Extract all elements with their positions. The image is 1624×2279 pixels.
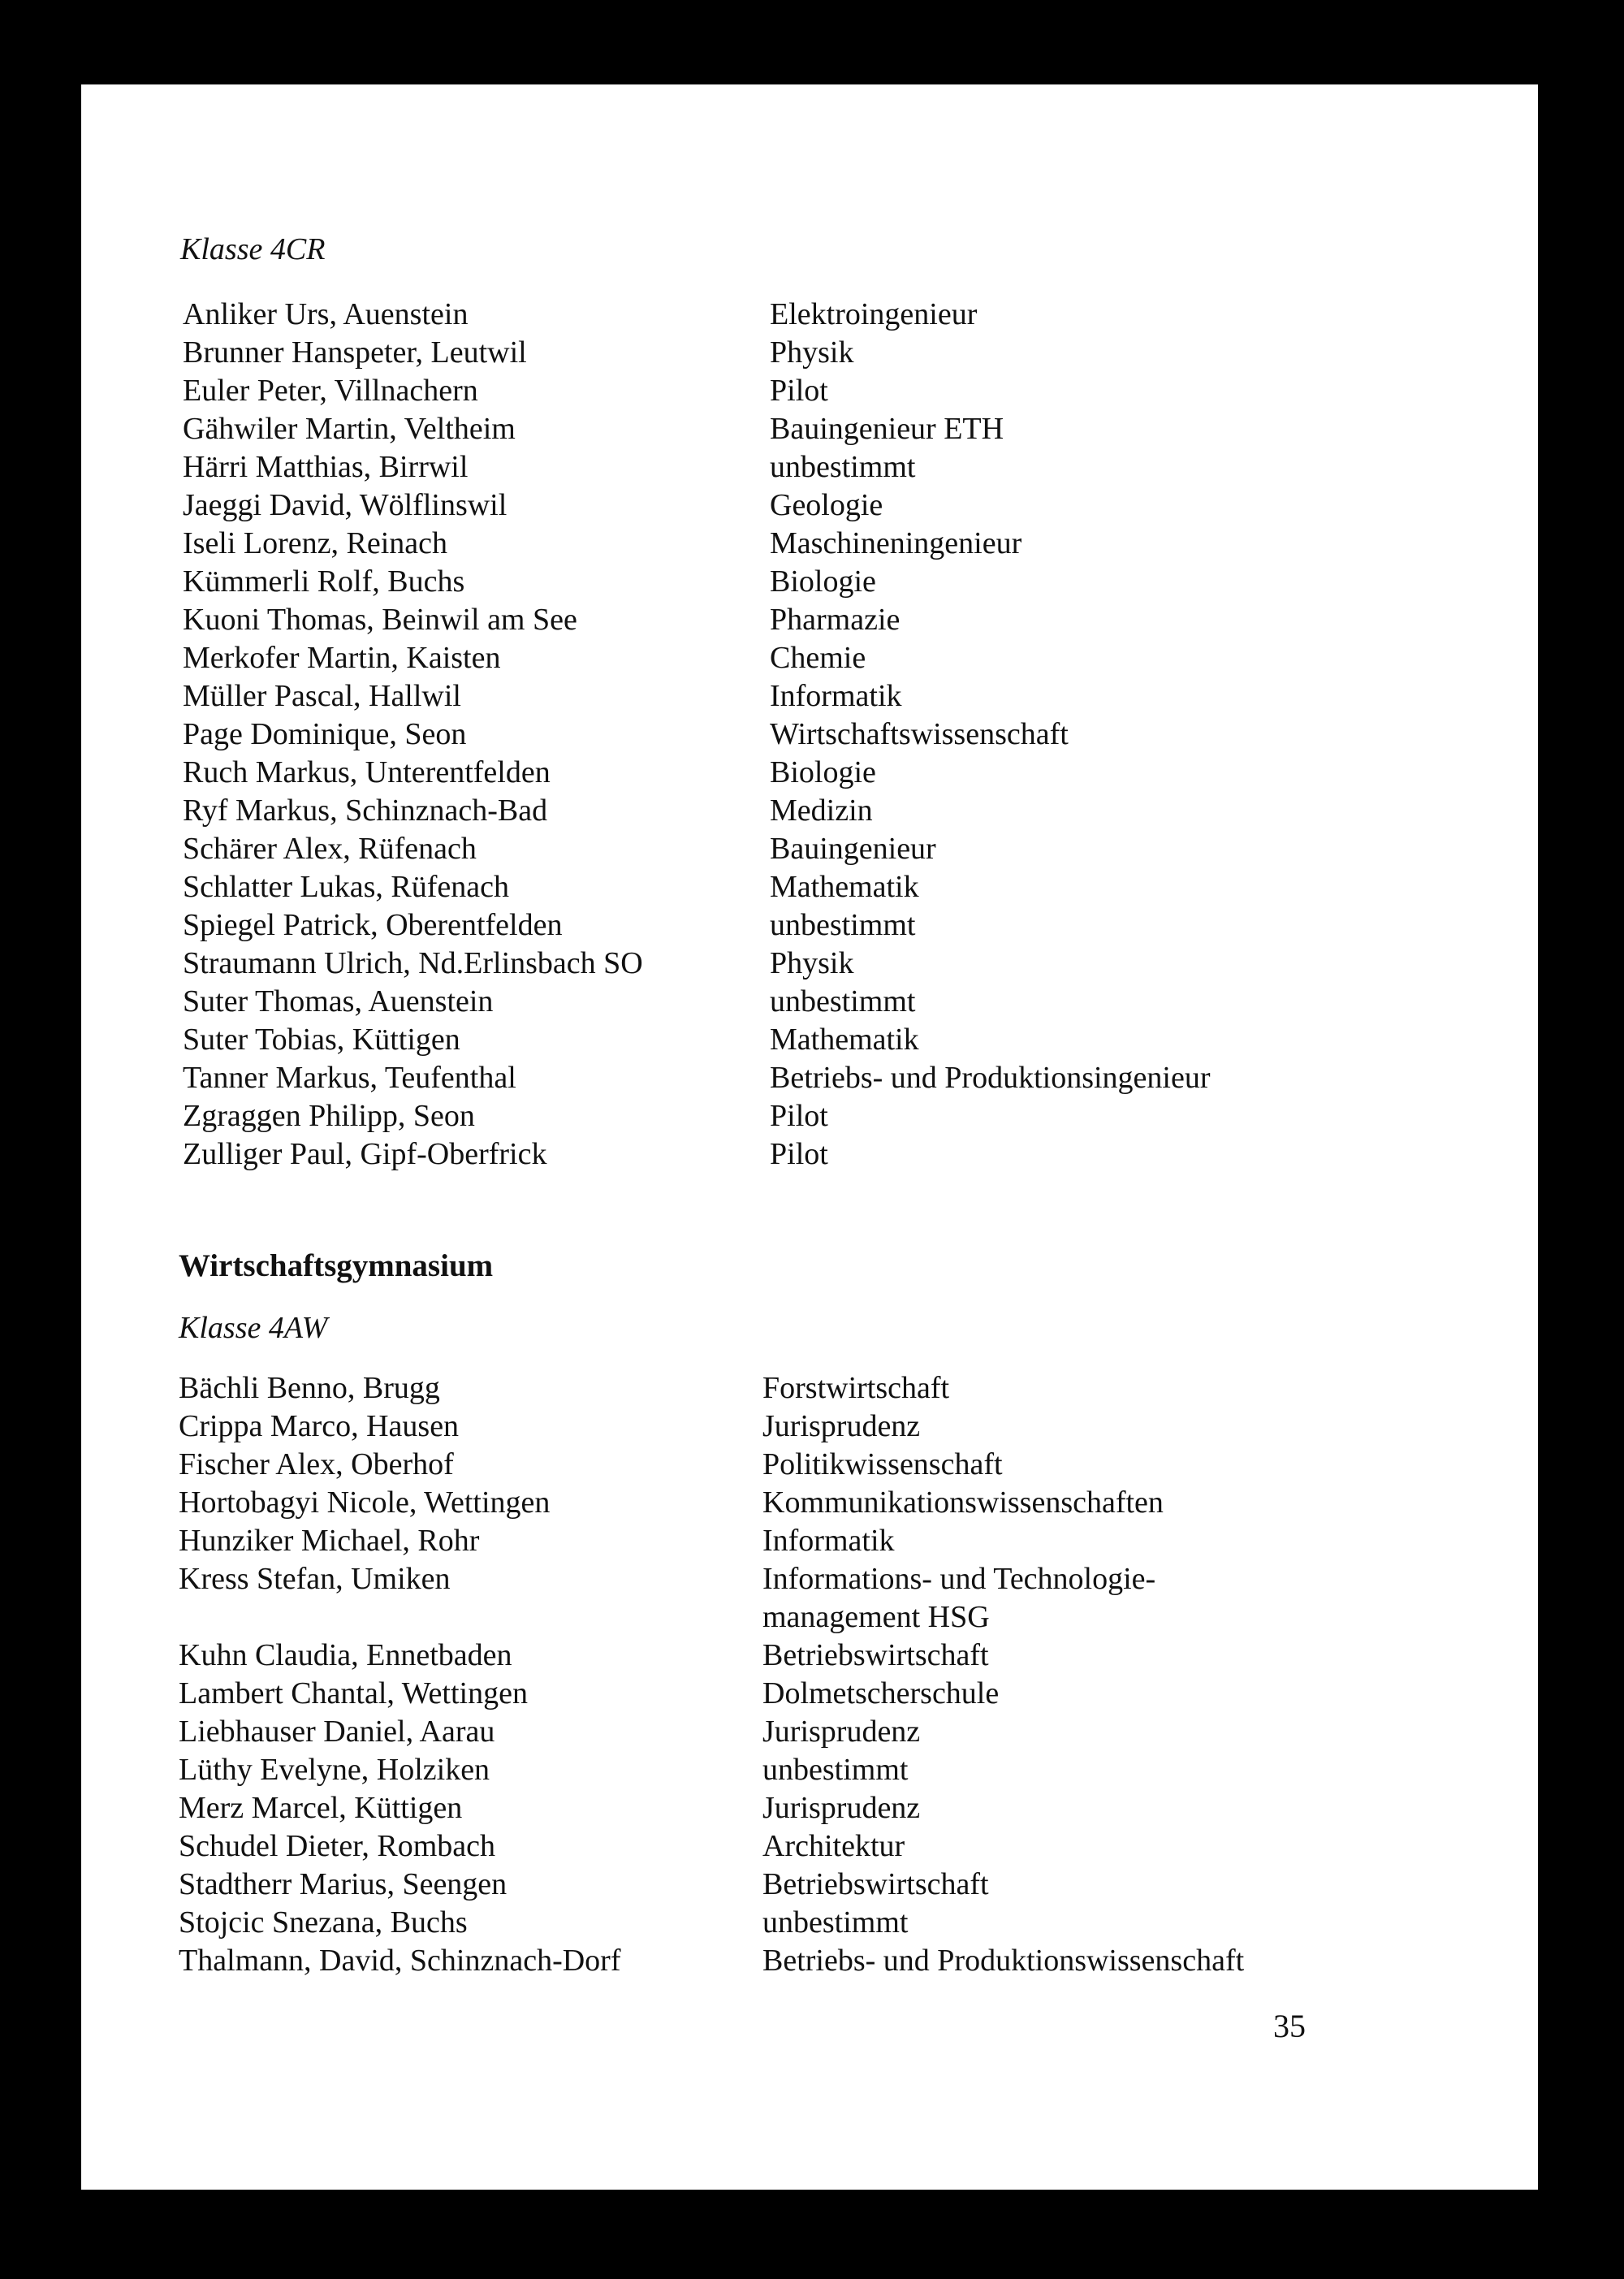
list-item	[81, 830, 1538, 868]
student-name: Hortobagyi Nicole, Wettingen	[179, 1485, 551, 1520]
study-field: Biologie	[770, 564, 876, 599]
list-item	[81, 677, 1538, 716]
student-name: Kuoni Thomas, Beinwil am See	[183, 603, 577, 637]
study-field: unbestimmt	[762, 1753, 909, 1787]
list-item	[81, 1637, 1538, 1675]
list-item	[81, 1598, 1538, 1637]
study-field: Mathematik	[770, 870, 919, 904]
study-field: Pilot	[770, 1099, 828, 1133]
study-field: Politikwissenschaft	[762, 1447, 1003, 1481]
student-name: Schudel Dieter, Rombach	[179, 1829, 495, 1863]
study-field: Kommunikationswissenschaften	[762, 1485, 1164, 1520]
student-name: Zgraggen Philipp, Seon	[183, 1099, 475, 1133]
student-name: Hunziker Michael, Rohr	[179, 1524, 480, 1558]
study-field: Chemie	[770, 641, 866, 675]
student-name: Brunner Hanspeter, Leutwil	[183, 335, 527, 370]
student-name: Liebhauser Daniel, Aarau	[179, 1715, 495, 1749]
list-item	[81, 410, 1538, 448]
student-name: Anliker Urs, Auenstein	[183, 297, 469, 331]
student-name: Page Dominique, Seon	[183, 717, 467, 751]
student-name: Zulliger Paul, Gipf-Oberfrick	[183, 1137, 547, 1171]
student-name: Gähwiler Martin, Veltheim	[183, 412, 516, 446]
study-field: Betriebswirtschaft	[762, 1867, 989, 1901]
study-field: Pilot	[770, 1137, 828, 1171]
list-item	[81, 1097, 1538, 1135]
page-number: 35	[1273, 2008, 1306, 2044]
list-item	[81, 1866, 1538, 1904]
student-name: Suter Tobias, Küttigen	[183, 1023, 460, 1057]
list-item	[81, 906, 1538, 945]
study-field: Wirtschaftswissenschaft	[770, 717, 1069, 751]
list-item	[81, 1484, 1538, 1522]
student-name: Kress Stefan, Umiken	[179, 1562, 451, 1596]
study-field: Biologie	[770, 755, 876, 789]
list-item	[81, 983, 1538, 1021]
student-name: Härri Matthias, Birrwil	[183, 450, 469, 484]
study-field: Medizin	[770, 794, 873, 828]
student-name: Kümmerli Rolf, Buchs	[183, 564, 465, 599]
list-item	[81, 868, 1538, 906]
list-item	[81, 448, 1538, 487]
student-name: Spiegel Patrick, Oberentfelden	[183, 908, 563, 942]
study-field: Informatik	[770, 679, 902, 713]
list-item	[81, 525, 1538, 563]
student-name: Merkofer Martin, Kaisten	[183, 641, 501, 675]
student-name: Tanner Markus, Teufenthal	[183, 1061, 516, 1095]
student-name: Straumann Ulrich, Nd.Erlinsbach SO	[183, 946, 643, 980]
student-name: Lambert Chantal, Wettingen	[179, 1676, 528, 1710]
list-item	[81, 1408, 1538, 1446]
student-name: Jaeggi David, Wölflinswil	[183, 488, 508, 522]
student-name: Kuhn Claudia, Ennetbaden	[179, 1638, 512, 1672]
study-field: Maschineningenieur	[770, 526, 1022, 560]
student-name: Iseli Lorenz, Reinach	[183, 526, 448, 560]
list-item	[81, 1059, 1538, 1097]
study-field: Geologie	[770, 488, 883, 522]
list-item	[81, 1751, 1538, 1789]
study-field: unbestimmt	[762, 1905, 909, 1940]
student-name: Ruch Markus, Unterentfelden	[183, 755, 551, 789]
study-field: Elektroingenieur	[770, 297, 978, 331]
student-name: Suter Thomas, Auenstein	[183, 984, 494, 1018]
student-name: Lüthy Evelyne, Holziken	[179, 1753, 490, 1787]
study-field: Betriebs- und Produktionsingenieur	[770, 1061, 1211, 1095]
list-item	[81, 945, 1538, 983]
list-item	[81, 1522, 1538, 1560]
list-item	[81, 372, 1538, 410]
study-field: Pilot	[770, 374, 828, 408]
study-field: Jurisprudenz	[762, 1409, 921, 1443]
student-name: Euler Peter, Villnachern	[183, 374, 478, 408]
list-item	[81, 1446, 1538, 1484]
student-name: Merz Marcel, Küttigen	[179, 1791, 463, 1825]
study-field: Physik	[770, 946, 854, 980]
list-item	[81, 1789, 1538, 1827]
list-item	[81, 1675, 1538, 1713]
list-item	[81, 1560, 1538, 1598]
study-field: management HSG	[762, 1600, 990, 1634]
student-name: Stadtherr Marius, Seengen	[179, 1867, 508, 1901]
study-field: Pharmazie	[770, 603, 901, 637]
study-field: Forstwirtschaft	[762, 1371, 950, 1405]
student-name: Schlatter Lukas, Rüfenach	[183, 870, 510, 904]
section-heading: Wirtschaftsgymnasium	[179, 1248, 494, 1283]
study-field: unbestimmt	[770, 450, 916, 484]
list-item	[81, 639, 1538, 677]
list-item	[81, 563, 1538, 601]
study-field: Jurisprudenz	[762, 1715, 921, 1749]
list-item	[81, 1135, 1538, 1174]
list-item	[81, 1021, 1538, 1059]
list-item	[81, 487, 1538, 525]
study-field: Architektur	[762, 1829, 905, 1863]
study-field: Mathematik	[770, 1023, 919, 1057]
class-title-4aw: Klasse 4AW	[179, 1311, 328, 1345]
student-name: Thalmann, David, Schinznach-Dorf	[179, 1944, 621, 1978]
study-field: unbestimmt	[770, 908, 916, 942]
list-item	[81, 792, 1538, 830]
list-item	[81, 1713, 1538, 1751]
student-name: Ryf Markus, Schinznach-Bad	[183, 794, 548, 828]
student-name: Fischer Alex, Oberhof	[179, 1447, 454, 1481]
study-field: Betriebs- und Produktionswissenschaft	[762, 1944, 1245, 1978]
student-name: Müller Pascal, Hallwil	[183, 679, 461, 713]
study-field: Betriebswirtschaft	[762, 1638, 989, 1672]
list-item	[81, 716, 1538, 754]
study-field: unbestimmt	[770, 984, 916, 1018]
list-item	[81, 1942, 1538, 1980]
student-name: Schärer Alex, Rüfenach	[183, 832, 477, 866]
class-title-4cr: Klasse 4CR	[180, 232, 326, 266]
student-name: Crippa Marco, Hausen	[179, 1409, 460, 1443]
study-field: Informatik	[762, 1524, 895, 1558]
study-field: Bauingenieur	[770, 832, 936, 866]
study-field: Bauingenieur ETH	[770, 412, 1004, 446]
study-field: Dolmetscherschule	[762, 1676, 1000, 1710]
student-name: Bächli Benno, Brugg	[179, 1371, 440, 1405]
study-field: Informations- und Technologie-	[762, 1562, 1156, 1596]
list-item	[81, 1369, 1538, 1408]
list-item	[81, 1827, 1538, 1866]
study-field: Jurisprudenz	[762, 1791, 921, 1825]
list-item	[81, 1904, 1538, 1942]
document-page	[81, 84, 1538, 2190]
list-item	[81, 601, 1538, 639]
study-field: Physik	[770, 335, 854, 370]
list-item	[81, 754, 1538, 792]
student-name: Stojcic Snezana, Buchs	[179, 1905, 468, 1940]
list-item	[81, 296, 1538, 334]
list-item	[81, 334, 1538, 372]
